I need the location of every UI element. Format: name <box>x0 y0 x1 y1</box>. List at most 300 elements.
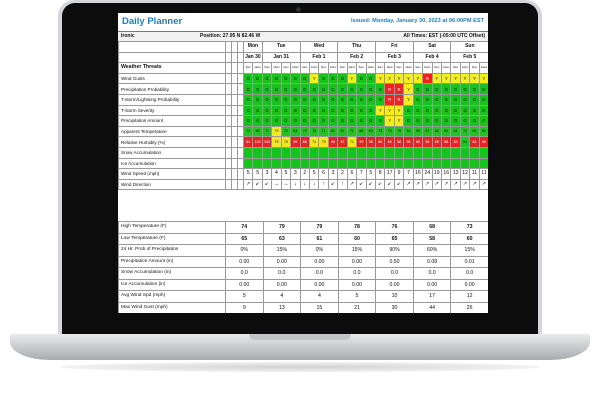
threat-level-cell <box>385 158 394 169</box>
threat-level-cell: G <box>272 116 281 127</box>
threat-level-cell: G <box>300 73 309 84</box>
threat-level-cell: G <box>281 73 290 84</box>
threat-level-cell: G <box>470 105 479 116</box>
value-cell: 98 <box>328 137 337 148</box>
value-cell: 59 <box>413 126 422 137</box>
summary-value: 12 <box>451 291 488 303</box>
threat-level-cell: G <box>357 73 366 84</box>
value-cell: 61 <box>404 126 413 137</box>
threat-level-cell: G <box>281 84 290 95</box>
value-cell: 75 <box>309 126 318 137</box>
summary-value: 0% <box>226 245 264 257</box>
threat-level-cell: G <box>253 94 262 105</box>
summary-value: 0.0 <box>451 268 488 280</box>
summary-label: High Temperature (F) <box>119 222 226 234</box>
value-cell: 3 <box>328 169 337 180</box>
value-cell: 5 <box>309 169 318 180</box>
value-cell: 96 <box>479 137 488 148</box>
threat-level-cell <box>366 158 375 169</box>
threat-level-cell <box>309 147 318 158</box>
threat-row <box>119 94 489 105</box>
threat-level-cell <box>291 147 300 158</box>
summary-value: 0.0 <box>301 268 339 280</box>
row-label: Wind Direction <box>119 179 226 190</box>
threat-level-cell: G <box>300 105 309 116</box>
value-cell: 11 <box>470 169 479 180</box>
hour-label: 12am <box>441 63 450 74</box>
weather-threat-grid <box>118 41 488 190</box>
summary-row <box>119 222 489 234</box>
row-label: Wind Speed (mph) <box>119 169 226 180</box>
value-cell: 71 <box>347 137 356 148</box>
value-cell: 75 <box>385 126 394 137</box>
hour-label: 12am <box>291 63 300 74</box>
threat-level-cell: Y <box>404 94 413 105</box>
summary-value: 0.0 <box>376 268 414 280</box>
threat-level-cell: G <box>319 116 328 127</box>
value-cell: 100 <box>262 137 271 148</box>
threat-level-cell: Y <box>460 73 469 84</box>
value-cell: 71 <box>262 126 271 137</box>
threat-level-cell: Y <box>479 73 488 84</box>
value-cell: 73 <box>376 126 385 137</box>
threat-level-cell: G <box>262 105 271 116</box>
threat-level-cell: G <box>300 94 309 105</box>
summary-label: Max Wind Gust (mph) <box>119 302 226 313</box>
threat-level-cell <box>432 147 441 158</box>
summary-value: 21 <box>338 302 376 313</box>
threat-level-cell: G <box>244 84 253 95</box>
day-date: Jan 31 <box>262 52 300 63</box>
row-label: Precipitation Amount <box>119 116 226 127</box>
threat-level-cell: G <box>366 116 375 127</box>
threat-level-cell <box>460 158 469 169</box>
section-label: Weather Threats <box>119 63 226 74</box>
summary-row <box>119 233 489 245</box>
value-cell: 79 <box>272 126 281 137</box>
hour-label: 6am <box>376 63 385 74</box>
value-cell: 17 <box>385 169 394 180</box>
threat-level-cell <box>441 147 450 158</box>
threat-level-cell <box>394 147 403 158</box>
row-label: T-storm Severity <box>119 105 226 116</box>
hour-label: 6pm <box>432 63 441 74</box>
threat-level-cell: G <box>253 116 262 127</box>
value-cell: 62 <box>432 126 441 137</box>
threat-level-cell <box>300 158 309 169</box>
threat-level-cell <box>253 147 262 158</box>
threat-level-cell: G <box>328 94 337 105</box>
summary-value: 78 <box>338 222 376 234</box>
threat-level-cell <box>376 147 385 158</box>
value-cell: 62 <box>479 126 488 137</box>
summary-value: 0.00 <box>263 279 301 291</box>
summary-value: 17 <box>413 291 451 303</box>
threat-level-cell: G <box>451 94 460 105</box>
value-cell: → <box>281 179 290 190</box>
summary-value: 0.00 <box>226 279 264 291</box>
summary-value: 44 <box>413 302 451 313</box>
summary-label: Precipitation Amount (in) <box>119 256 226 268</box>
day-name: Mon <box>244 42 263 53</box>
threat-level-cell <box>460 147 469 158</box>
value-cell: 70 <box>300 126 309 137</box>
threat-level-cell: G <box>338 73 347 84</box>
threat-level-cell <box>479 158 488 169</box>
threat-level-cell: G <box>479 116 488 127</box>
value-cell: 61 <box>328 126 337 137</box>
threat-level-cell <box>357 158 366 169</box>
threat-level-cell: G <box>319 73 328 84</box>
threat-level-cell <box>328 158 337 169</box>
value-cell: 65 <box>253 126 262 137</box>
threat-level-cell: G <box>423 94 432 105</box>
threat-level-cell <box>347 147 356 158</box>
threat-level-cell <box>253 158 262 169</box>
value-cell: 100 <box>253 137 262 148</box>
value-cell: 4 <box>272 169 281 180</box>
summary-value: 0.00 <box>376 279 414 291</box>
value-cell: ↓ <box>300 179 309 190</box>
threat-level-cell: R <box>423 73 432 84</box>
summary-value: 26 <box>451 302 488 313</box>
hour-label: 6am <box>262 63 271 74</box>
issued-timestamp: Issued: Monday, January 30, 2023 at 06:00PM EST <box>351 18 484 24</box>
threat-level-cell: G <box>404 105 413 116</box>
threat-level-cell: G <box>432 116 441 127</box>
summary-row <box>119 291 489 303</box>
value-cell: 95 <box>404 137 413 148</box>
value-cell: 3 <box>262 169 271 180</box>
threat-level-cell: G <box>460 94 469 105</box>
value-cell: 72 <box>460 126 469 137</box>
time-zone-info: All Times: EST (-05:00 UTC Offset) <box>403 33 485 39</box>
value-cell: 19 <box>432 169 441 180</box>
value-cell: ↙ <box>394 179 403 190</box>
day-name: Tue <box>262 42 300 53</box>
value-cell: 24 <box>423 169 432 180</box>
threat-level-cell <box>262 147 271 158</box>
day-name: Sat <box>413 42 451 53</box>
summary-value: 4 <box>263 291 301 303</box>
value-cell: ↗ <box>404 179 413 190</box>
threat-level-cell: G <box>366 84 375 95</box>
summary-value: 0.00 <box>451 279 488 291</box>
summary-value: 5 <box>226 291 264 303</box>
threat-level-cell <box>441 158 450 169</box>
threat-level-cell: Y <box>404 84 413 95</box>
value-cell: 5 <box>281 169 290 180</box>
value-cell: 3 <box>291 169 300 180</box>
threat-level-cell <box>319 147 328 158</box>
threat-level-cell: G <box>413 94 422 105</box>
threat-level-cell: G <box>291 84 300 95</box>
summary-value: 0.00 <box>301 279 339 291</box>
value-cell: 12 <box>460 169 469 180</box>
threat-level-cell <box>451 147 460 158</box>
hour-label: 12am <box>366 63 375 74</box>
threat-level-cell: G <box>272 84 281 95</box>
value-cell: 66 <box>357 126 366 137</box>
threat-level-cell: G <box>291 73 300 84</box>
threat-level-cell: G <box>291 116 300 127</box>
summary-value: 79 <box>263 222 301 234</box>
summary-value: 4 <box>301 291 339 303</box>
summary-value: 0% <box>301 245 339 257</box>
threat-level-cell: Y <box>441 73 450 84</box>
threat-level-cell <box>423 147 432 158</box>
corner-cell <box>119 42 226 53</box>
value-cell: → <box>272 179 281 190</box>
day-date-row <box>119 52 489 63</box>
threat-level-cell <box>244 147 253 158</box>
threat-level-cell <box>423 158 432 169</box>
threat-level-cell: G <box>357 94 366 105</box>
value-cell: 90 <box>357 137 366 148</box>
threat-level-cell: G <box>253 105 262 116</box>
threat-level-cell: G <box>244 94 253 105</box>
summary-value: 60 <box>451 233 488 245</box>
threat-level-cell <box>319 158 328 169</box>
threat-level-cell: G <box>460 105 469 116</box>
threat-level-cell: G <box>347 94 356 105</box>
summary-value: 76 <box>376 222 414 234</box>
row-label: Apparent Temperature <box>119 126 226 137</box>
threat-level-cell <box>338 158 347 169</box>
row-label: Ice Accumulation <box>119 158 226 169</box>
value-cell: 79 <box>319 137 328 148</box>
threat-level-cell <box>347 158 356 169</box>
daily-summary-table <box>118 221 488 313</box>
threat-level-cell <box>366 147 375 158</box>
value-cell: 5 <box>366 169 375 180</box>
threat-level-cell: G <box>338 116 347 127</box>
day-date: Feb 2 <box>338 52 376 63</box>
value-cell: 70 <box>281 137 290 148</box>
threat-level-cell: R <box>394 94 403 105</box>
threat-level-cell: Y <box>309 73 318 84</box>
summary-row <box>119 268 489 280</box>
value-cell: ↗ <box>423 179 432 190</box>
threat-level-cell: Y <box>394 116 403 127</box>
summary-value: 65 <box>376 233 414 245</box>
threat-level-cell <box>281 158 290 169</box>
summary-value: 60% <box>413 245 451 257</box>
threat-level-cell <box>272 158 281 169</box>
threat-row <box>119 116 489 127</box>
summary-value: 9 <box>226 302 264 313</box>
threat-level-cell: G <box>328 84 337 95</box>
threat-level-cell <box>262 158 271 169</box>
summary-value: 0.0 <box>338 268 376 280</box>
threat-level-cell <box>328 147 337 158</box>
threat-level-cell: Y <box>385 105 394 116</box>
summary-value: 0.00 <box>413 279 451 291</box>
threat-level-cell: G <box>357 105 366 116</box>
value-cell: ↙ <box>385 179 394 190</box>
wind-direction-row <box>119 179 489 190</box>
summary-value: 0.00 <box>263 256 301 268</box>
threat-level-cell: G <box>347 84 356 95</box>
threat-level-cell: G <box>244 116 253 127</box>
threat-level-cell <box>244 158 253 169</box>
threat-level-cell: G <box>244 73 253 84</box>
value-cell: 54 <box>460 137 469 148</box>
screen <box>118 13 488 313</box>
summary-value: 15 <box>301 302 339 313</box>
summary-label: Low Temperature (F) <box>119 233 226 245</box>
hour-label: 6pm <box>357 63 366 74</box>
threat-level-cell <box>272 147 281 158</box>
threat-level-cell: G <box>244 105 253 116</box>
row-label: Relative Humidity (%) <box>119 137 226 148</box>
threat-level-cell: G <box>366 105 375 116</box>
threat-row <box>119 105 489 116</box>
value-cell: 7 <box>357 169 366 180</box>
value-cell: 5 <box>244 169 253 180</box>
summary-value: 15% <box>451 245 488 257</box>
threat-level-cell: G <box>376 94 385 105</box>
value-cell: ↗ <box>413 179 422 190</box>
threat-level-cell: G <box>328 105 337 116</box>
summary-value: 5 <box>338 291 376 303</box>
hour-label: 12pm <box>309 63 318 74</box>
threat-level-cell: G <box>479 94 488 105</box>
summary-row <box>119 256 489 268</box>
value-cell: 87 <box>338 137 347 148</box>
threat-level-cell: G <box>366 94 375 105</box>
screen-bezel <box>62 3 538 338</box>
corner-cell <box>119 52 226 63</box>
threat-level-cell: G <box>413 84 422 95</box>
hour-label: 6pm <box>319 63 328 74</box>
threat-level-cell: G <box>441 84 450 95</box>
summary-value: 73 <box>451 222 488 234</box>
threat-level-cell: G <box>309 116 318 127</box>
summary-value: 0.00 <box>338 256 376 268</box>
threat-level-cell: G <box>262 94 271 105</box>
row-label: Precipitation Probability <box>119 84 226 95</box>
summary-value: 30 <box>376 302 414 313</box>
summary-value: 15% <box>338 245 376 257</box>
row-label: T-storm/Lightning Probability <box>119 94 226 105</box>
hour-label: 12am <box>253 63 262 74</box>
value-cell: 80 <box>376 137 385 148</box>
threat-level-cell: Y <box>385 116 394 127</box>
value-cell: 13 <box>451 169 460 180</box>
value-cell: 7 <box>404 169 413 180</box>
summary-value: 10 <box>376 291 414 303</box>
value-cell: ↗ <box>470 179 479 190</box>
threat-level-cell: G <box>262 116 271 127</box>
threat-level-cell: G <box>357 116 366 127</box>
apparent-temperature-row <box>119 126 489 137</box>
threat-level-cell <box>479 147 488 158</box>
value-cell: 65 <box>385 137 394 148</box>
value-cell: 67 <box>423 126 432 137</box>
value-cell: 58 <box>432 137 441 148</box>
threat-level-cell: G <box>272 105 281 116</box>
value-cell: 61 <box>451 126 460 137</box>
summary-value: 0.00 <box>338 279 376 291</box>
day-date: Feb 3 <box>376 52 414 63</box>
threat-level-cell <box>394 158 403 169</box>
row-label: Snow Accumulation <box>119 147 226 158</box>
threat-level-cell: G <box>281 105 290 116</box>
threat-level-cell: G <box>432 84 441 95</box>
day-date: Jan 30 <box>244 52 263 63</box>
value-cell: 73 <box>244 126 253 137</box>
threat-level-cell: G <box>291 105 300 116</box>
value-cell: ↙ <box>376 179 385 190</box>
accumulation-row <box>119 158 489 169</box>
value-cell: 99 <box>291 137 300 148</box>
threat-level-cell: G <box>423 116 432 127</box>
summary-value: 74 <box>226 222 264 234</box>
value-cell: 2 <box>300 169 309 180</box>
threat-level-cell: G <box>460 116 469 127</box>
value-cell: 79 <box>272 137 281 148</box>
hour-label: 6pm <box>281 63 290 74</box>
summary-label: Snow Accumulation (in) <box>119 268 226 280</box>
threat-level-cell: R <box>385 94 394 105</box>
threat-level-cell: G <box>309 84 318 95</box>
hour-label: 12am <box>404 63 413 74</box>
threat-level-cell <box>291 158 300 169</box>
value-cell: ↑ <box>319 179 328 190</box>
threat-level-cell: Y <box>470 73 479 84</box>
value-cell: ↗ <box>441 179 450 190</box>
threat-level-cell <box>470 147 479 158</box>
value-cell: 84 <box>470 137 479 148</box>
threat-level-cell: G <box>338 84 347 95</box>
threat-level-cell: G <box>432 94 441 105</box>
hour-label: 12am <box>479 63 488 74</box>
hour-label: 6am <box>338 63 347 74</box>
threat-level-cell: G <box>253 73 262 84</box>
summary-value: 60 <box>338 233 376 245</box>
value-cell: 63 <box>366 126 375 137</box>
threat-level-cell: R <box>385 84 394 95</box>
threat-level-cell: G <box>347 105 356 116</box>
value-cell: ↙ <box>366 179 375 190</box>
value-cell: 6 <box>347 169 356 180</box>
laptop-lid <box>58 0 542 338</box>
threat-level-cell <box>338 147 347 158</box>
threat-level-cell: Y <box>432 73 441 84</box>
value-cell: ↗ <box>244 179 253 190</box>
threat-level-cell <box>451 158 460 169</box>
hour-label: 6am <box>413 63 422 74</box>
value-cell: 71 <box>319 126 328 137</box>
hour-label: 6am <box>451 63 460 74</box>
threat-level-cell: G <box>338 94 347 105</box>
threat-level-cell <box>413 147 422 158</box>
threat-level-cell: Y <box>394 73 403 84</box>
hour-label: 12pm <box>385 63 394 74</box>
threat-level-cell: G <box>470 94 479 105</box>
threat-level-cell <box>385 147 394 158</box>
value-cell: 98 <box>366 137 375 148</box>
day-name: Sun <box>451 42 488 53</box>
threat-level-cell: G <box>253 84 262 95</box>
value-cell: 8 <box>376 169 385 180</box>
threat-level-cell: G <box>441 94 450 105</box>
summary-value: 0.00 <box>301 256 339 268</box>
value-cell: 67 <box>338 126 347 137</box>
summary-label: Avg Wind Spd (mph) <box>119 291 226 303</box>
threat-level-cell: Y <box>385 73 394 84</box>
